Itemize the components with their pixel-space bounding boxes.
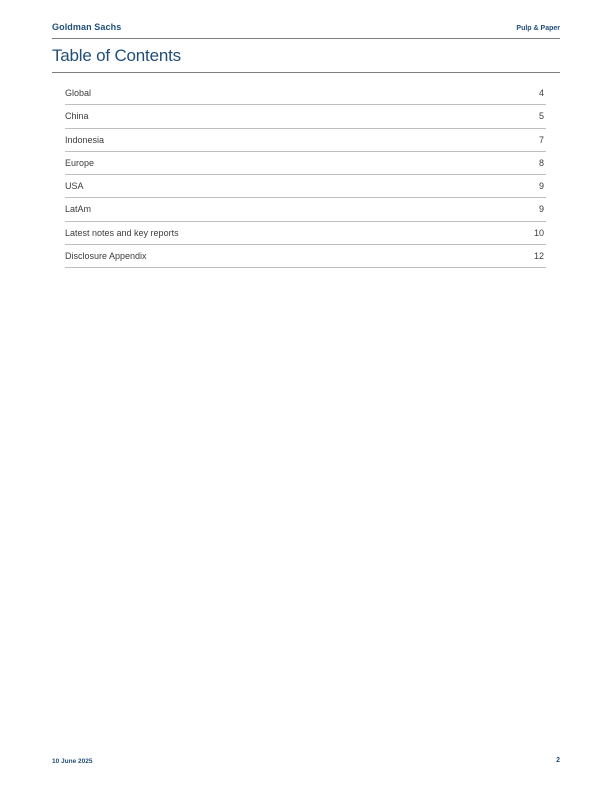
page-title: Table of Contents bbox=[52, 46, 181, 65]
toc-entry-page: 12 bbox=[533, 251, 544, 262]
toc-entry-label: Global bbox=[65, 88, 92, 98]
toc-entry-label: USA bbox=[65, 181, 84, 192]
toc-entry-page: 9 bbox=[538, 204, 544, 215]
toc-entry-usa[interactable] bbox=[65, 175, 546, 198]
toc-entry-label: Disclosure Appendix bbox=[65, 251, 147, 262]
toc-entry-label: LatAm bbox=[65, 204, 92, 215]
toc-entry-label: Europe bbox=[65, 157, 95, 168]
toc-entry-indonesia[interactable] bbox=[65, 129, 546, 152]
table-of-contents bbox=[65, 82, 546, 268]
footer-date: 10 June 2025 bbox=[52, 758, 93, 765]
toc-entry-label: China bbox=[65, 111, 89, 122]
toc-entry-page: 5 bbox=[538, 111, 544, 122]
toc-entry-page: 7 bbox=[538, 134, 544, 145]
header-divider bbox=[52, 38, 560, 39]
toc-entry-page: 4 bbox=[538, 88, 544, 98]
toc-entry-page: 8 bbox=[538, 157, 544, 168]
header-firm-name: Goldman Sachs bbox=[52, 22, 122, 32]
toc-entry-disclosure-appendix[interactable] bbox=[65, 245, 546, 268]
title-divider bbox=[52, 72, 560, 73]
toc-entry-china[interactable] bbox=[65, 105, 546, 128]
toc-entry-page: 9 bbox=[538, 181, 544, 192]
toc-entry-latam[interactable] bbox=[65, 198, 546, 221]
toc-entry-label: Latest notes and key reports bbox=[65, 227, 179, 238]
toc-entry-europe[interactable] bbox=[65, 152, 546, 175]
toc-entry-label: Indonesia bbox=[65, 134, 105, 145]
header-sector: Pulp & Paper bbox=[516, 25, 560, 32]
toc-entry-global[interactable] bbox=[65, 82, 546, 105]
toc-entry-page: 10 bbox=[533, 227, 544, 238]
toc-entry-latest-notes[interactable] bbox=[65, 222, 546, 245]
footer-page-number: 2 bbox=[556, 757, 560, 764]
